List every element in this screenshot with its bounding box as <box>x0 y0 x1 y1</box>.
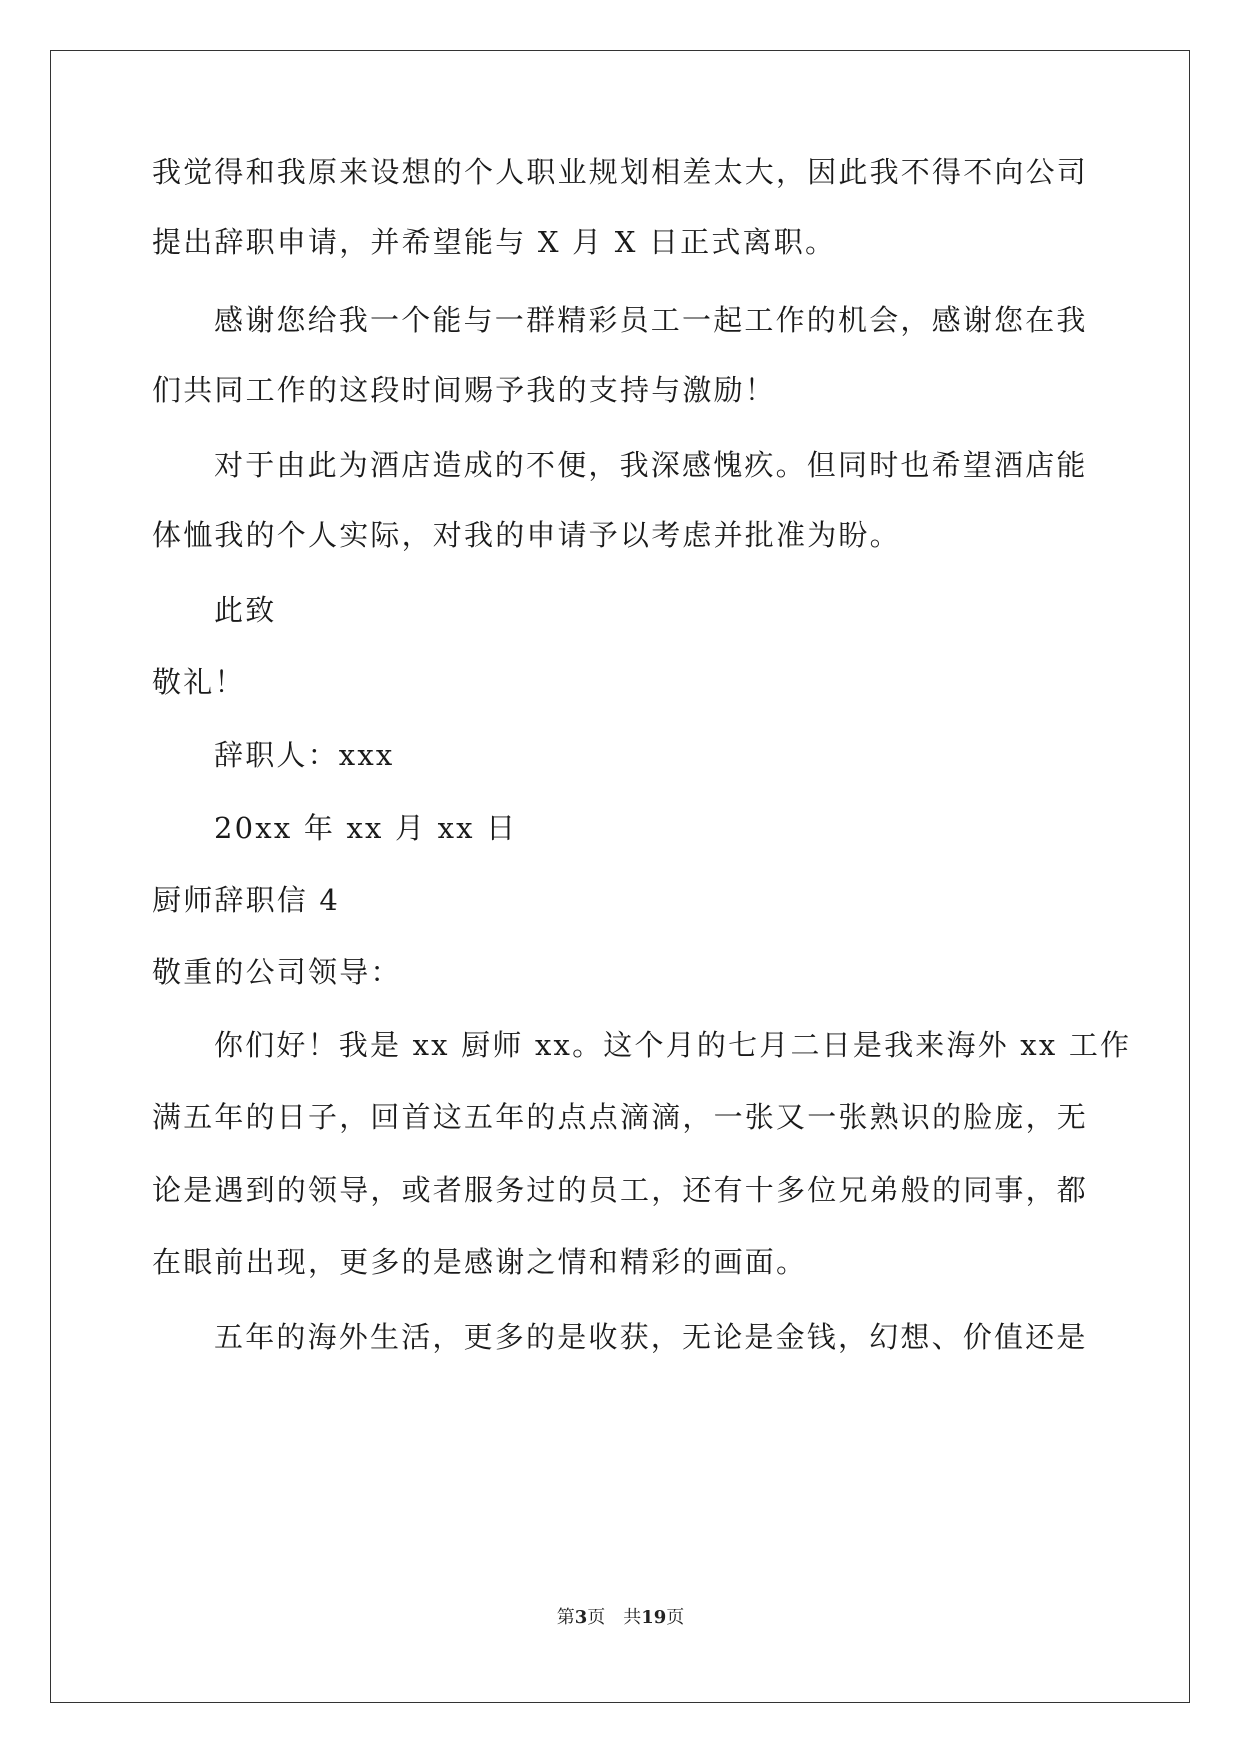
text-line: 在眼前出现，更多的是感谢之情和精彩的画面。 <box>152 1245 808 1279</box>
text-line: 你们好！我是 xx 厨师 xx。这个月的七月二日是我来海外 xx 工作 <box>214 1028 1132 1062</box>
text-line: 对于由此为酒店造成的不便，我深感愧疚。但同时也希望酒店能 <box>214 448 1088 482</box>
section-heading: 厨师辞职信 4 <box>152 883 341 917</box>
text-line: 五年的海外生活，更多的是收获，无论是金钱，幻想、价值还是 <box>214 1320 1088 1354</box>
text-line: 论是遇到的领导，或者服务过的员工，还有十多位兄弟般的同事，都 <box>152 1173 1089 1207</box>
total-prefix: 共 <box>623 1607 642 1628</box>
text-line: 感谢您给我一个能与一群精彩员工一起工作的机会，感谢您在我 <box>214 303 1088 337</box>
page-number: 3 <box>574 1607 588 1628</box>
salutation-regards: 敬礼！ <box>152 665 246 699</box>
page-footer <box>0 1606 1241 1630</box>
text-line: 提出辞职申请，并希望能与 X 月 X 日正式离职。 <box>152 225 837 259</box>
salutation-closing: 此致 <box>214 593 277 627</box>
total-suffix: 页 <box>666 1607 685 1628</box>
text-line: 我觉得和我原来设想的个人职业规划相差太大，因此我不得不向公司 <box>152 155 1089 189</box>
text-line: 们共同工作的这段时间赐予我的支持与激励！ <box>152 373 777 407</box>
page-suffix: 页 <box>587 1607 606 1628</box>
date-line: 20xx 年 xx 月 xx 日 <box>214 811 518 845</box>
page-border <box>50 50 1190 1703</box>
letter-addressee: 敬重的公司领导： <box>152 955 402 989</box>
signature-line: 辞职人：xxx <box>214 738 395 772</box>
total-pages: 19 <box>641 1607 667 1628</box>
page-prefix: 第 <box>556 1607 575 1628</box>
text-line: 满五年的日子，回首这五年的点点滴滴，一张又一张熟识的脸庞，无 <box>152 1100 1089 1134</box>
text-line: 体恤我的个人实际，对我的申请予以考虑并批准为盼。 <box>152 518 901 552</box>
